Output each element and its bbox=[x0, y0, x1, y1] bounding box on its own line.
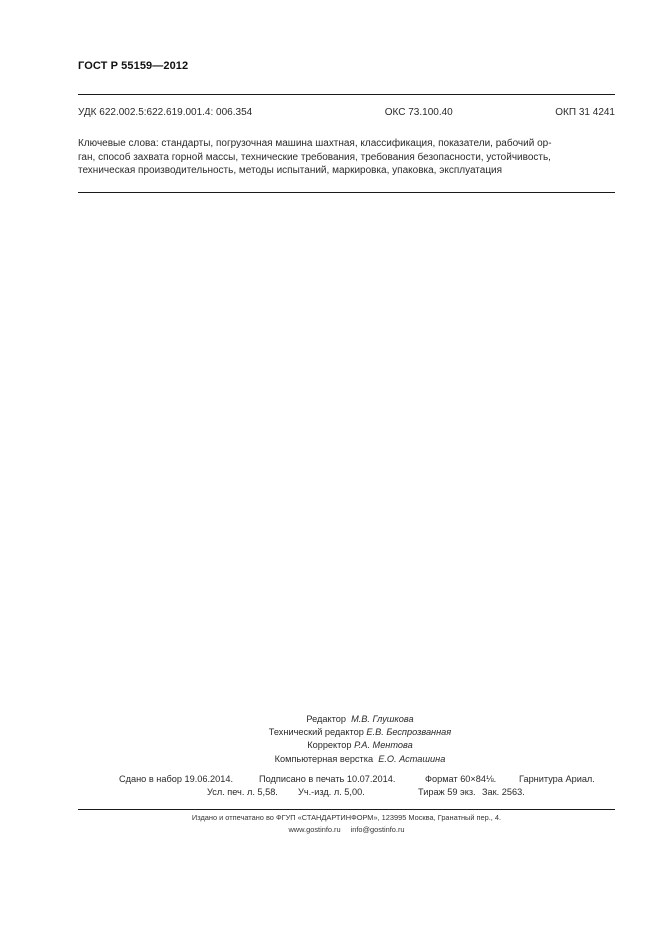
keywords-divider bbox=[78, 192, 615, 193]
staff-technical-editor bbox=[200, 726, 520, 739]
staff-name: Е.В. Беспрозванная bbox=[366, 727, 452, 738]
website-link[interactable]: www.gostinfo.ru bbox=[288, 824, 341, 834]
publisher-address: Издано и отпечатано во ФГУП «СТАНДАРТИНФОРМ», 123995 Москва, Гранатный пер., 4. bbox=[191, 813, 502, 822]
header-divider bbox=[78, 94, 615, 95]
signed-date: Подписано в печать 10.07.2014. bbox=[259, 774, 396, 784]
publisher-info bbox=[78, 812, 615, 835]
staff-role: Редактор bbox=[306, 714, 346, 724]
submitted-date: Сдано в набор 19.06.2014. bbox=[119, 774, 234, 784]
okp-code: ОКП 31 4241 bbox=[555, 107, 615, 118]
keywords-paragraph bbox=[78, 137, 616, 178]
staff-role: Корректор bbox=[307, 740, 352, 751]
staff-name: Р.А. Ментова bbox=[354, 740, 413, 751]
typeface: Гарнитура Ариал. bbox=[519, 774, 595, 784]
oks-code: ОКС 73.100.40 bbox=[384, 107, 453, 118]
footer-divider bbox=[78, 809, 615, 810]
staff-editor bbox=[200, 713, 520, 726]
standard-number: ГОСТ Р 55159—2012 bbox=[78, 60, 189, 72]
staff-name: Е.О. Асташина bbox=[378, 753, 446, 764]
keywords-line: Ключевые слова: стандарты, погрузочная машина шахтная, классификация, показатели, рабочий ор- bbox=[78, 138, 552, 149]
keywords-line: ган, способ захвата горной массы, технические требования, требования безопасности, устойчивость, bbox=[78, 151, 551, 163]
editorial-staff bbox=[200, 713, 520, 766]
keywords-line: техническая производительность, методы испытаний, маркировка, упаковка, эксплуатация bbox=[78, 165, 503, 176]
paper-format: Формат 60×84⅛. bbox=[425, 774, 497, 784]
classification-codes bbox=[78, 107, 615, 118]
staff-layout bbox=[200, 753, 520, 766]
publisher-sheets: Уч.-изд. л. 5,00. bbox=[298, 787, 365, 797]
staff-role: Компьютерная верстка bbox=[274, 753, 374, 764]
email-link[interactable]: info@gostinfo.ru bbox=[350, 824, 405, 834]
udk-code: УДК 622.002.5:622.619.001.4: 006.354 bbox=[78, 107, 253, 118]
staff-role: Технический редактор bbox=[268, 727, 364, 738]
print-sheets: Усл. печ. л. 5,58. bbox=[207, 787, 278, 797]
publisher-contacts bbox=[78, 824, 615, 836]
staff-name: М.В. Глушкова bbox=[351, 714, 414, 724]
print-details bbox=[78, 773, 638, 799]
circulation: Тираж 59 экз. bbox=[418, 787, 476, 797]
order-number: Зак. 2563. bbox=[482, 787, 525, 797]
staff-proofreader bbox=[200, 739, 520, 752]
